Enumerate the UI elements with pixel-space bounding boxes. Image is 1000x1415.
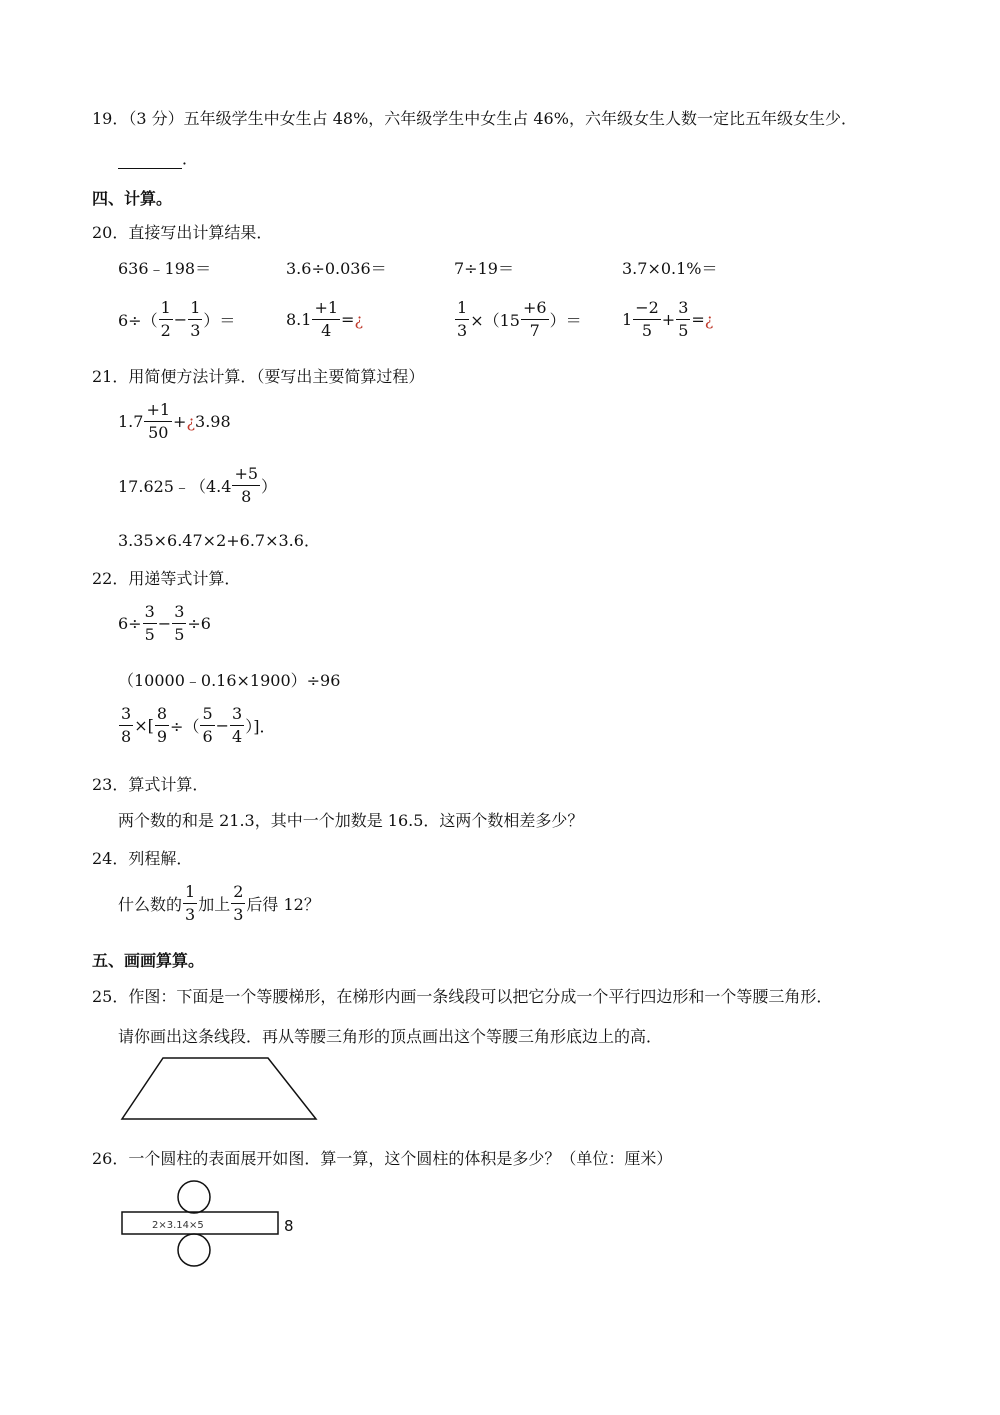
- q24-mid: 加上: [198, 895, 231, 914]
- q22-3-frac2: $\frac{8}{9}$: [156, 704, 168, 746]
- q20-5-frac1: $\frac{1}{2}$: [160, 298, 171, 340]
- q20-expr-6: [286, 300, 363, 339]
- q20-prompt: 直接写出计算结果．: [128, 223, 273, 242]
- q25-number: 25．: [92, 987, 129, 1006]
- q20-8-frac2: $\frac{3}{5}$: [678, 298, 689, 340]
- q21-2-frac: $\frac{+5}{8}$: [234, 464, 259, 506]
- q20-8-op: +: [661, 310, 676, 329]
- q21-1-mark: ¿: [186, 412, 196, 431]
- q20-expr-3: 7÷19＝: [454, 259, 514, 278]
- q21-1-op: +: [173, 412, 187, 431]
- q20-5-frac2: $\frac{1}{3}$: [190, 298, 201, 340]
- q22-line: [92, 566, 240, 589]
- q21-1-frac: $\frac{+1}{50}$: [146, 400, 171, 442]
- q20-6-frac: $\frac{+1}{4}$: [314, 298, 339, 340]
- q25-line2: 请你画出这条线段．再从等腰三角形的顶点画出这个等腰三角形底边上的高．: [118, 1027, 663, 1046]
- q20-7-mid: ×（15: [470, 311, 520, 330]
- q20-expr-2: 3.6÷0.036＝: [286, 259, 387, 278]
- q19-answer-line: [118, 146, 198, 169]
- q20-5-post: ）＝: [203, 311, 236, 330]
- q19-line: [92, 106, 857, 129]
- q22-number: 22．: [92, 569, 129, 588]
- q20-8-pre: 1: [622, 310, 633, 329]
- q22-expr-1: [118, 604, 211, 643]
- q21-1-pre: 1.7: [118, 412, 144, 431]
- q19-number: 19．: [92, 109, 129, 128]
- q24-pre: 什么数的: [118, 895, 183, 914]
- q24-line: [92, 846, 192, 869]
- rect-label: 2×3.14×5: [152, 1220, 204, 1231]
- section4-title: 四、计算。: [92, 189, 173, 208]
- q20-7-frac2: $\frac{+6}{7}$: [522, 298, 547, 340]
- q22-3-mid2: ÷（: [170, 717, 200, 736]
- q20-line: [92, 220, 272, 243]
- q20-expr-4: 3.7×0.1%＝: [622, 259, 718, 278]
- q23-number: 23．: [92, 775, 129, 794]
- q24-prompt: 列程解．: [128, 849, 193, 868]
- q20-expr-5: [118, 300, 235, 339]
- q20-5-op: −: [173, 310, 188, 329]
- q20-6-mark: ¿: [354, 310, 364, 329]
- top-circle: [178, 1181, 210, 1213]
- q22-1-op: −: [157, 614, 172, 633]
- q25-text1: 作图：下面是一个等腰梯形，在梯形内画一条线段可以把它分成一个平行四边形和一个等腰三角形．: [128, 987, 833, 1006]
- q21-2-pre: 17.625﹣（4.4: [118, 477, 232, 496]
- q24-number: 24．: [92, 849, 129, 868]
- trapezoid-shape: [122, 1058, 316, 1119]
- q21-number: 21．: [92, 367, 129, 386]
- bottom-circle: [178, 1234, 210, 1266]
- q20-6-post: =: [341, 310, 355, 329]
- q20-7-post: ）＝: [549, 311, 582, 330]
- q22-1-frac1: $\frac{3}{5}$: [144, 602, 155, 644]
- q20-8-frac1: $\frac{-2}{5}$: [635, 298, 659, 340]
- q20-expr-1: 636﹣198＝: [118, 259, 212, 278]
- q22-3-frac3: $\frac{5}{6}$: [202, 704, 213, 746]
- q22-3-post: ）]．: [245, 717, 276, 736]
- q22-3-frac4: $\frac{3}{4}$: [232, 704, 243, 746]
- q22-1-post: ÷6: [187, 614, 211, 633]
- q21-prompt: 用简便方法计算．（要写出主要简算过程）: [128, 367, 425, 386]
- q21-2-post: ）: [261, 477, 278, 496]
- q20-5-pre: 6÷（: [118, 311, 158, 330]
- q24-frac2: $\frac{2}{3}$: [233, 882, 244, 924]
- q20-number: 20．: [92, 223, 129, 242]
- q22-3-op: −: [215, 716, 230, 735]
- q21-expr-2: [118, 466, 277, 505]
- cylinder-net-figure: [118, 1178, 298, 1274]
- q22-prompt: 用递等式计算．: [128, 569, 241, 588]
- q24-post: 后得 12？: [246, 895, 320, 914]
- trapezoid-figure[interactable]: [118, 1054, 320, 1124]
- q23-prompt: 算式计算．: [128, 775, 209, 794]
- q21-line: [92, 364, 424, 387]
- q19-period: ．: [182, 149, 199, 168]
- q20-8-mark: ¿: [704, 310, 714, 329]
- q25-line1: [92, 984, 832, 1007]
- q20-8-post: =: [691, 310, 705, 329]
- q24-expr: [118, 884, 320, 923]
- q23-text: 两个数的和是 21.3，其中一个加数是 16.5．这两个数相差多少？: [118, 811, 584, 830]
- q22-expr-3: [118, 706, 275, 745]
- q26-number: 26．: [92, 1149, 129, 1168]
- q23-line: [92, 772, 208, 795]
- q20-7-frac1: $\frac{1}{3}$: [457, 298, 468, 340]
- q22-expr-2: （10000﹣0.16×1900）÷96: [118, 671, 341, 690]
- q19-text: （3 分）五年级学生中女生占 48%，六年级学生中女生占 46%，六年级女生人数一定比五年级女生少．: [128, 109, 857, 128]
- side-label: 8: [284, 1217, 294, 1235]
- q20-expr-8: [622, 300, 713, 339]
- q22-1-pre: 6÷: [118, 614, 142, 633]
- q21-1-post: 3.98: [195, 412, 231, 431]
- q21-expr-3: 3.35×6.47×2+6.7×3.6．: [118, 531, 320, 550]
- q20-6-pre: 8.1: [286, 310, 312, 329]
- q22-3-mid1: ×[: [134, 716, 154, 735]
- q22-1-frac2: $\frac{3}{5}$: [174, 602, 185, 644]
- q26-line: [92, 1146, 672, 1169]
- q20-row1: [118, 256, 918, 280]
- q26-text: 一个圆柱的表面展开如图．算一算，这个圆柱的体积是多少？（单位：厘米）: [128, 1149, 673, 1168]
- q24-frac1: $\frac{1}{3}$: [185, 882, 196, 924]
- q21-expr-1: [118, 402, 231, 441]
- section5-title: 五、画画算算。: [92, 951, 205, 970]
- q20-expr-7: [454, 300, 582, 339]
- q19-answer-blank[interactable]: [118, 152, 182, 169]
- q22-3-frac1: $\frac{3}{8}$: [121, 704, 132, 746]
